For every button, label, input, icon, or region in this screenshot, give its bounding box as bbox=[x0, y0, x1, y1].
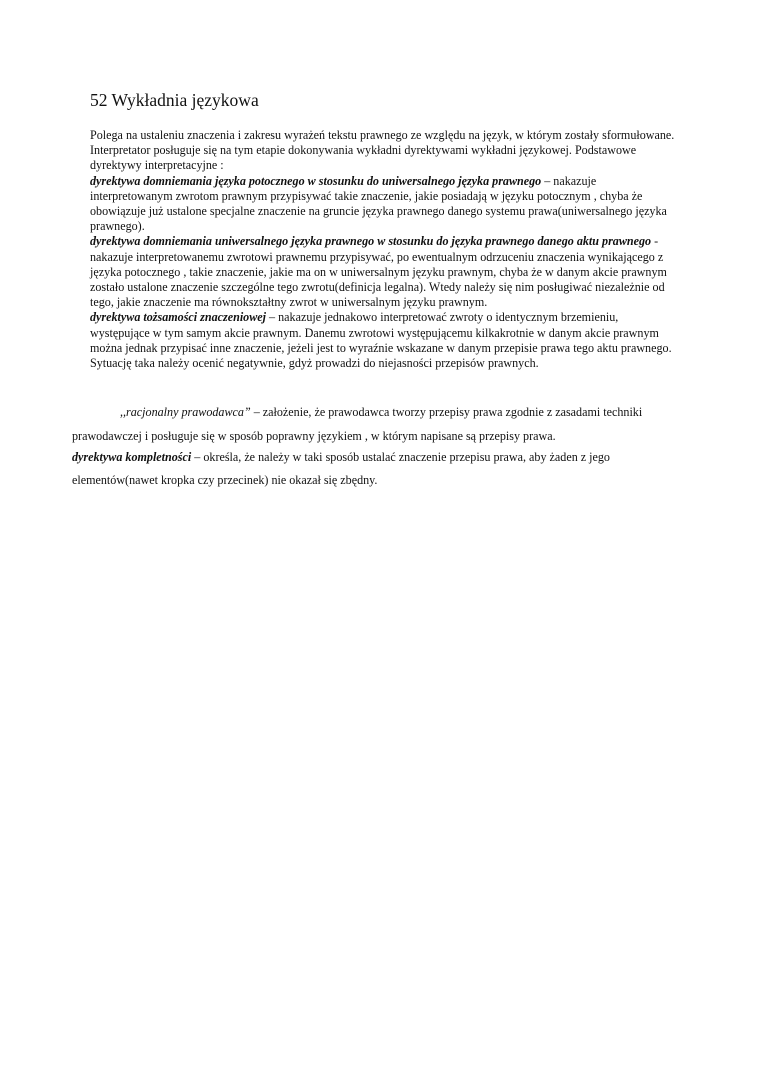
directives-intro-paragraph: Interpretator posługuje się na tym etapie dokonywania wykładni dyrektywami wykładni językowej. Podstawowe dyrektywy interpretacyjne : bbox=[90, 143, 637, 173]
intro-paragraph: Polega na ustaleniu znaczenia i zakresu wyrażeń tekstu prawnego ze względu na język, w którym zostały sformułowane. bbox=[90, 128, 675, 142]
main-text-block bbox=[90, 128, 675, 371]
directive-term: dyrektywa tożsamości znaczeniowej bbox=[90, 310, 267, 325]
completeness-directive-line-2: elementów(nawet kropka czy przecinek) nie okazał się zbędny. bbox=[72, 473, 378, 487]
directive-universal-legal-language bbox=[90, 234, 675, 310]
section-title: 52 Wykładnia językowa bbox=[90, 90, 259, 110]
rational-legislator-term: ,,racjonalny prawodawca” bbox=[120, 405, 251, 419]
rational-legislator-line-2: prawodawczej i posługuje się w sposób poprawny językiem , w którym napisane są przepisy prawa. bbox=[72, 429, 556, 443]
rational-legislator-description: – założenie, że prawodawca tworzy przepisy prawa zgodnie z zasadami techniki bbox=[250, 405, 643, 419]
directive-colloquial-language bbox=[90, 174, 675, 235]
directive-description: – nakazuje interpretowanym zwrotom prawnym przypisywać takie znaczenie, jakie posiadają w języku potocznym , chyba że obowiązuje już ustalone specjalne znaczenie na gruncie języka prawnego danego systemu prawa(uniwersalnego języka prawnego). bbox=[90, 173, 667, 234]
rational-legislator-line-1 bbox=[72, 405, 692, 420]
directive-description: - nakazuje interpretowanemu zwrotowi prawnemu przypisywać, po ewentualnym odrzuceniu znaczenia wynikającego z języka potocznego , takie znaczenie, jakie ma on w uniwersalnym języku prawnym, chyba że w danym akcie prawnym zostało ustalone znaczenie szczególne tego zwrotu(definicja legalna). Wtedy należy się nim posługiwać niezależnie od tego, jakie znaczenie ma równokształtny zwrot w uniwersalnym języku prawnym. bbox=[90, 234, 667, 310]
completeness-directive-description: – określa, że należy w taki sposób ustalać znaczenie przepisu prawa, aby żaden z jego bbox=[191, 450, 610, 464]
completeness-directive-line-1 bbox=[72, 450, 692, 465]
directive-description: – nakazuje jednakowo interpretować zwroty o identycznym brzemieniu, występujące w tym samym akcie prawnym. Danemu zwrotowi występującemu kilkakrotnie w danym akcie prawnym można jednak przypisać inne znaczenie, jeżeli jest to wyraźnie wskazane w danym przepisie prawa tego aktu prawnego. Sytuację taka należy ocenić negatywnie, gdyż prowadzi do niejasności przepisów prawnych. bbox=[90, 310, 672, 371]
directive-term: dyrektywa domniemania języka potocznego w stosunku do uniwersalnego języka prawnego bbox=[90, 173, 542, 188]
completeness-directive-term: dyrektywa kompletności bbox=[72, 450, 192, 464]
directive-semantic-identity bbox=[90, 310, 675, 371]
directive-term: dyrektywa domniemania uniwersalnego języka prawnego w stosunku do języka prawnego danego aktu prawnego bbox=[90, 234, 652, 249]
